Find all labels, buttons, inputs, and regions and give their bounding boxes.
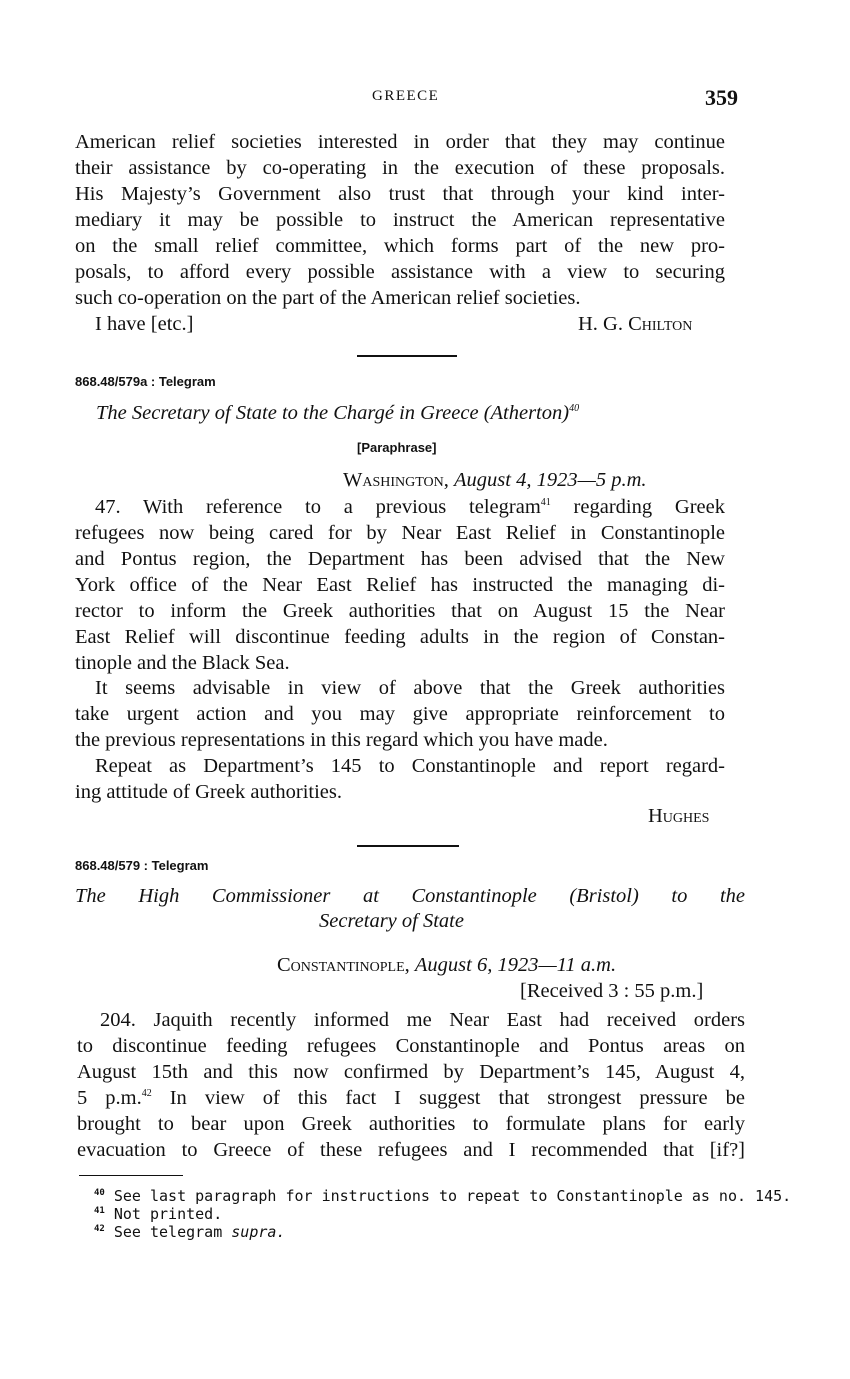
text-line: the previous representations in this regard which you have made.	[75, 729, 608, 751]
text-segment: In view of this fact I suggest that strongest pressure be	[151, 1087, 745, 1109]
footnote-divider	[79, 1175, 183, 1176]
document-heading	[96, 402, 579, 425]
dateline	[343, 469, 647, 492]
footnote	[94, 1187, 791, 1205]
text-line: ing attitude of Greek authorities.	[75, 781, 342, 803]
running-head: GREECE	[372, 88, 440, 104]
received-line: [Received 3 : 55 p.m.]	[520, 980, 704, 1002]
text-line: mediary it may be possible to instruct the American representative	[75, 209, 725, 231]
footnote-text: See telegram	[113, 1223, 232, 1241]
text-segment: 5 p.m.	[77, 1087, 142, 1109]
text-line	[77, 1087, 745, 1110]
signature-name: Chilton	[628, 313, 693, 335]
document-heading-line: Secretary of State	[319, 910, 464, 932]
dateline-date: August 6, 1923—11 a.m.	[414, 954, 617, 976]
text-segment: 47. With reference to a previous telegram	[95, 496, 541, 518]
heading-text: The Secretary of State to the Chargé in Greece (Atherton)	[96, 402, 570, 424]
section-divider	[357, 845, 459, 847]
text-line: Repeat as Department’s 145 to Constantinople and report regard-	[95, 755, 725, 777]
page-number: 359	[705, 85, 738, 110]
signature: Hughes	[648, 805, 710, 827]
text-line: East Relief will discontinue feeding adults in the region of Constan-	[75, 626, 725, 648]
footnote-text-italic: supra.	[231, 1223, 286, 1241]
text-line: to discontinue feeding refugees Constantinople and Pontus areas on	[77, 1035, 745, 1057]
closing: I have [etc.]	[95, 313, 194, 335]
footnote-ref: 40	[569, 403, 580, 414]
signature-initials: H. G.	[578, 313, 629, 335]
text-line: tinople and the Black Sea.	[75, 652, 290, 674]
text-segment: regarding Greek	[550, 496, 725, 518]
text-line: 204. Jaquith recently informed me Near East had received orders	[100, 1009, 745, 1031]
dateline-date: August 4, 1923—5 p.m.	[454, 469, 647, 491]
text-line: evacuation to Greece of these refugees and I recommended that [if?]	[77, 1139, 745, 1161]
paraphrase-label: [Paraphrase]	[357, 440, 437, 455]
dateline	[277, 954, 616, 977]
text-line: August 15th and this now confirmed by Department’s 145, August 4,	[77, 1061, 745, 1083]
document-heading-line: The High Commissioner at Constantinople (Bristol) to the	[75, 885, 745, 907]
text-line: brought to bear upon Greek authorities to formulate plans for early	[77, 1113, 745, 1135]
text-line: American relief societies interested in order that they may continue	[75, 131, 725, 153]
footnote-number: 40	[94, 1188, 105, 1198]
file-id: 868.48/579 : Telegram	[75, 858, 209, 873]
text-line: their assistance by co-operating in the execution of these proposals.	[75, 157, 725, 179]
footnote	[94, 1205, 222, 1223]
footnote	[94, 1223, 285, 1241]
text-line: and Pontus region, the Department has been advised that the New	[75, 548, 725, 570]
footnote-text: See last paragraph for instructions to repeat to Constantinople as no. 145.	[113, 1187, 792, 1205]
text-line	[95, 496, 725, 519]
text-line: It seems advisable in view of above that the Greek authorities	[95, 677, 725, 699]
text-line: refugees now being cared for by Near East Relief in Constantinople	[75, 522, 725, 544]
footnote-number: 41	[94, 1206, 105, 1216]
footnote-text: Not printed.	[113, 1205, 223, 1223]
dateline-place: Washington,	[343, 469, 449, 491]
text-line: His Majesty’s Government also trust that through your kind inter-	[75, 183, 725, 205]
signature	[578, 313, 692, 336]
text-line: rector to inform the Greek authorities that on August 15 the Near	[75, 600, 725, 622]
text-line: posals, to afford every possible assistance with a view to securing	[75, 261, 725, 283]
footnote-ref: 41	[540, 497, 551, 508]
text-line: take urgent action and you may give appropriate reinforcement to	[75, 703, 725, 725]
text-line: York office of the Near East Relief has instructed the managing di-	[75, 574, 725, 596]
footnote-ref: 42	[141, 1088, 152, 1099]
file-id: 868.48/579a : Telegram	[75, 374, 216, 389]
section-divider	[357, 355, 457, 357]
dateline-place: Constantinople,	[277, 954, 410, 976]
footnote-number: 42	[94, 1224, 105, 1234]
text-line: on the small relief committee, which forms part of the new pro-	[75, 235, 725, 257]
text-line: such co-operation on the part of the American relief societies.	[75, 287, 581, 309]
